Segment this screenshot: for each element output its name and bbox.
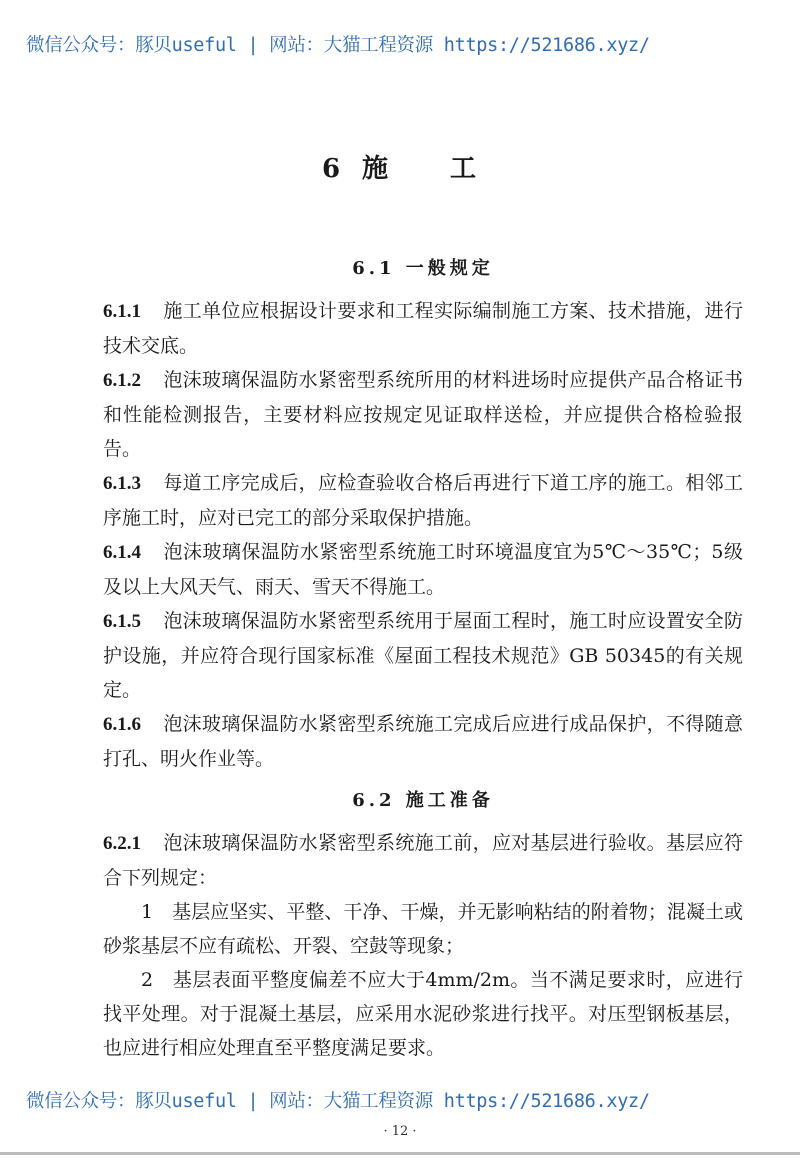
clause-number: 6.1.5 bbox=[103, 611, 141, 632]
page-content bbox=[103, 254, 743, 1065]
clause-text: 泡沫玻璃保温防水紧密型系统施工时环境温度宜为5℃～35℃；5级及以上大风天气、雨天、雪天不得施工。 bbox=[103, 541, 743, 598]
clause bbox=[103, 294, 743, 363]
page-number: · 12 · bbox=[383, 1124, 417, 1139]
list-item: 1 基层应坚实、平整、干净、干燥，并无影响粘结的附着物；混凝土或砂浆基层不应有疏松、开裂、空鼓等现象； bbox=[103, 901, 743, 957]
clause-number: 6.1.2 bbox=[103, 370, 141, 391]
section-6-1-body bbox=[103, 294, 743, 776]
list-item: 2 基层表面平整度偏差不应大于4mm/2m。当不满足要求时，应进行找平处理。对于混凝土基层，应采用水泥砂浆进行找平。对压型钢板基层，也应进行相应处理直至平整度满足要求。 bbox=[103, 969, 743, 1059]
chapter-title-b: 工 bbox=[450, 154, 479, 184]
clause-text: 泡沫玻璃保温防水紧密型系统用于屋面工程时，施工时应设置安全防护设施，并应符合现行国家标准《屋面工程技术规范》GB 50345的有关规定。 bbox=[103, 610, 743, 701]
clause-number: 6.1.1 bbox=[103, 301, 141, 322]
chapter-title-a: 施 bbox=[362, 154, 391, 184]
clause-text: 泡沫玻璃保温防水紧密型系统施工完成后应进行成品保护，不得随意打孔、明火作业等。 bbox=[103, 713, 743, 770]
clause bbox=[103, 826, 743, 895]
clause-number: 6.1.4 bbox=[103, 542, 141, 563]
clause bbox=[103, 535, 743, 604]
chapter-title bbox=[0, 148, 800, 185]
clause-text: 施工单位应根据设计要求和工程实际编制施工方案、技术措施，进行技术交底。 bbox=[103, 300, 743, 357]
chapter-number: 6 bbox=[321, 154, 343, 184]
clause-number: 6.1.3 bbox=[103, 473, 141, 494]
clause-number: 6.2.1 bbox=[103, 833, 141, 854]
clause bbox=[103, 466, 743, 535]
clause-text: 每道工序完成后，应检查验收合格后再进行下道工序的施工。相邻工序施工时，应对已完工的部分采取保护措施。 bbox=[103, 472, 743, 529]
clause-number: 6.1.6 bbox=[103, 714, 141, 735]
section-6-2-body bbox=[103, 826, 743, 1065]
section-heading: 6.1 一般规定 bbox=[352, 258, 494, 279]
watermark-bottom: 微信公众号：豚贝useful | 网站：大猫工程资源 https://521686.xyz/ bbox=[26, 1091, 650, 1112]
clause bbox=[103, 363, 743, 466]
clause bbox=[103, 707, 743, 776]
section-heading: 6.2 施工准备 bbox=[352, 790, 494, 811]
page-edge bbox=[0, 1152, 800, 1155]
clause-text: 泡沫玻璃保温防水紧密型系统所用的材料进场时应提供产品合格证书和性能检测报告，主要材料应按规定见证取样送检，并应提供合格检验报告。 bbox=[103, 369, 743, 460]
watermark-top: 微信公众号：豚贝useful | 网站：大猫工程资源 https://521686.xyz/ bbox=[26, 35, 650, 56]
clause bbox=[103, 604, 743, 707]
clause-text: 泡沫玻璃保温防水紧密型系统施工前，应对基层进行验收。基层应符合下列规定： bbox=[103, 832, 743, 889]
